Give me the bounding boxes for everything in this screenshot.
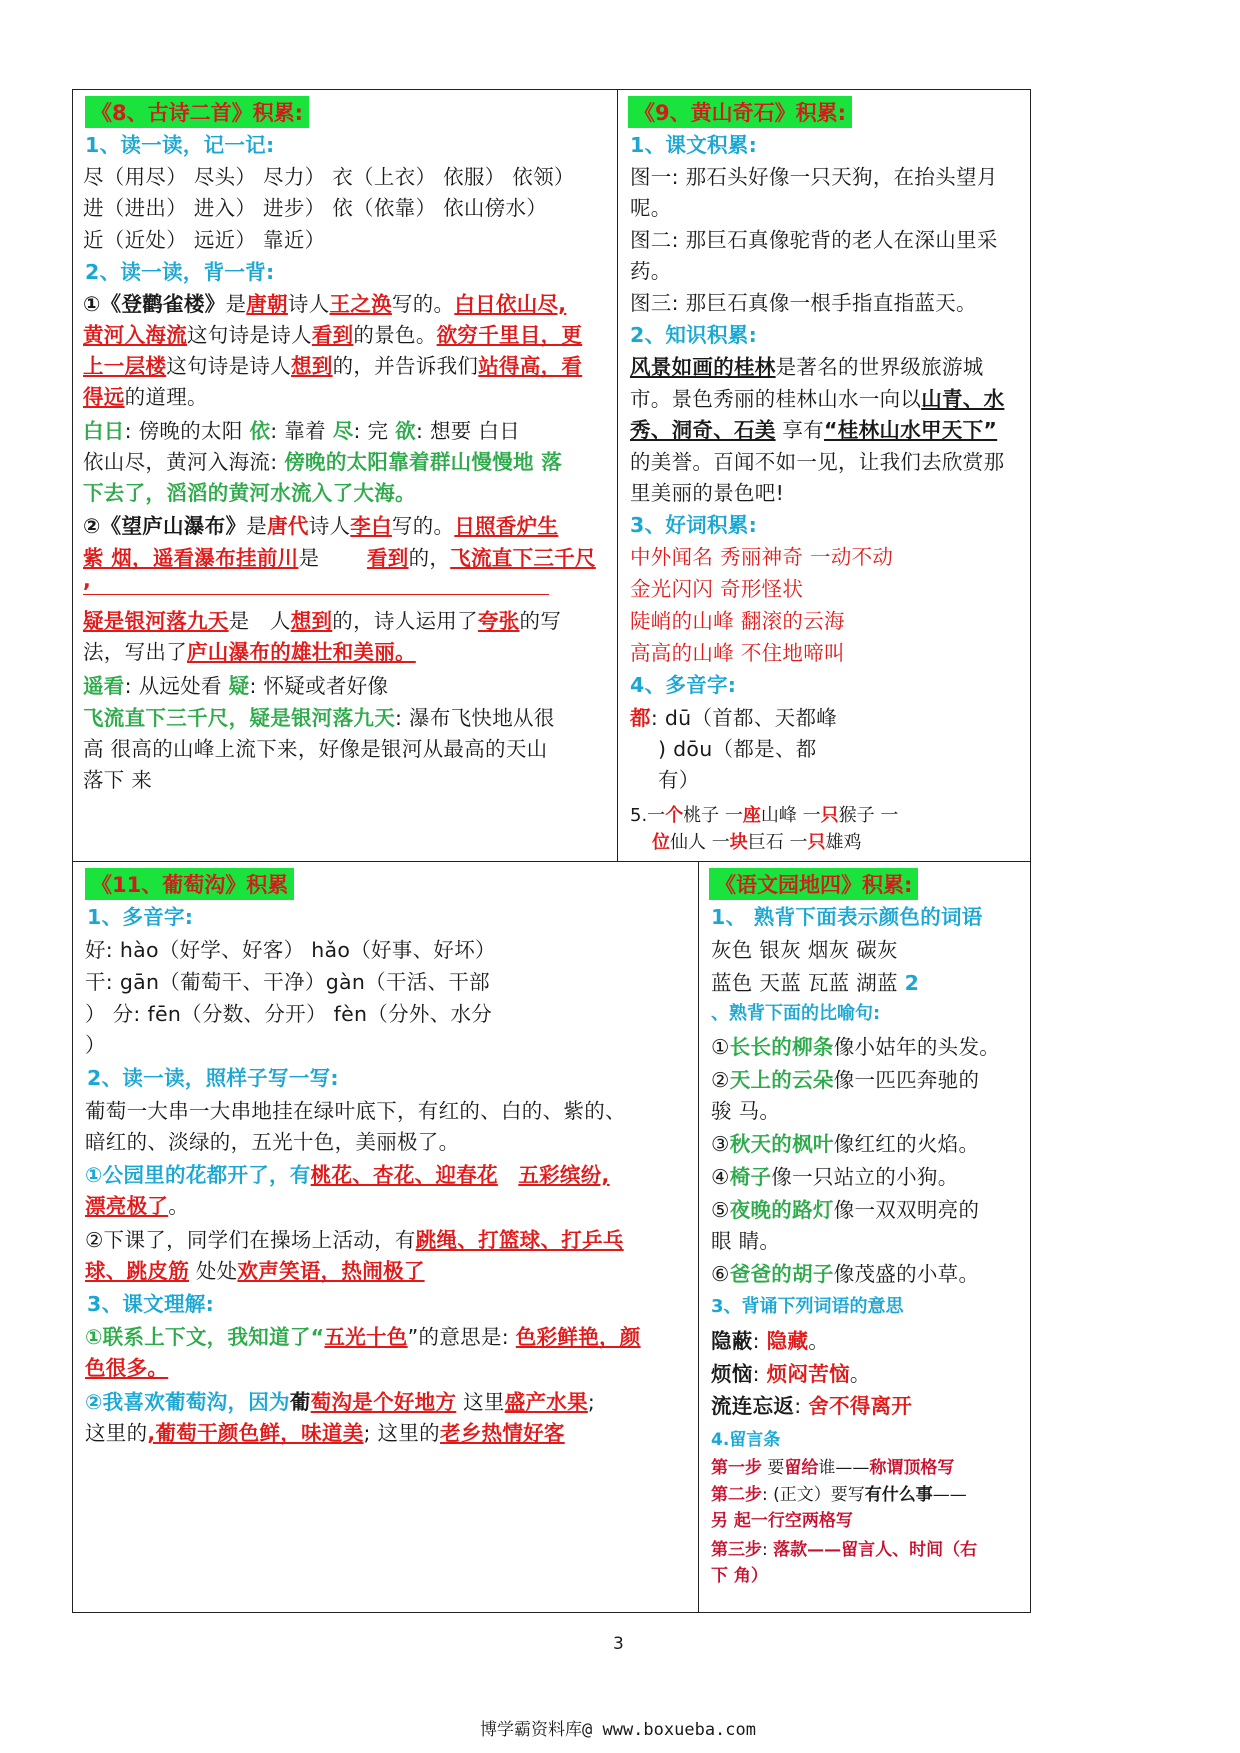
text-line: 尽（用尽） 尽头） 尽力） 衣（上衣） 依服） 依领） — [83, 165, 575, 189]
panel-title: 《9、黄山奇石》积累: — [628, 96, 852, 128]
simile-line: ⑥爸爸的胡子像茂盛的小草。 — [711, 1262, 980, 1286]
simile-line: 骏 马。 — [711, 1099, 781, 1123]
text-line: ②《望庐山瀑布》是唐代诗人李白写的。日照香炉生 — [83, 514, 559, 538]
text-line: ①联系上下文，我知道了“五光十色”的意思是: 色彩鲜艳，颜 — [85, 1325, 641, 1349]
text-line: 飞流直下三千尺，疑是银河落九天: 瀑布飞快地从很 — [83, 706, 555, 730]
text-line: 药。 — [630, 259, 672, 283]
text-line: 球、跳皮筋 处处欢声笑语，热闹极了 — [85, 1259, 425, 1283]
simile-line: ③秋天的枫叶像红红的火焰。 — [711, 1132, 980, 1156]
section-heading: 4.留言条 — [711, 1430, 781, 1450]
measure-words-line: 5.一个桃子 一座山峰 一只猴子 一 — [630, 805, 899, 826]
text-line: 图二: 那巨石真像驼背的老人在深山里采 — [630, 228, 998, 252]
simile-line: ①长长的柳条像小姑年的头发。 — [711, 1035, 1001, 1059]
text-line: 得远的道理。 — [83, 385, 208, 409]
simile-line: 眼 睛。 — [711, 1229, 781, 1253]
text-line: 另 起一行空两格写 — [711, 1511, 853, 1531]
simile-line: ④椅子像一只站立的小狗。 — [711, 1165, 959, 1189]
section-heading: 2、读一读，照样子写一写: — [87, 1066, 339, 1090]
word-list: 陡峭的山峰 翻滚的云海 — [630, 609, 845, 633]
text-line: 呢。 — [630, 196, 672, 220]
text-line: ②我喜欢葡萄沟，因为葡萄沟是个好地方 这里盛产水果; — [85, 1390, 596, 1414]
section-heading: 2、读一读，背一背: — [85, 260, 275, 284]
text-line: 这里的,葡萄干颜色鲜，味道美; 这里的老乡热情好客 — [85, 1421, 565, 1445]
text-line: 好: hào（好学、好客） hǎo（好事、好坏） — [85, 938, 496, 962]
section-heading: 4、多音字: — [630, 673, 737, 697]
section-heading: 3、课文理解: — [87, 1292, 215, 1316]
text-line: 法，写出了庐山瀑布的雄壮和美丽。 — [83, 640, 416, 664]
text-line: , — [83, 568, 92, 592]
text-line: 葡萄一大串一大串地挂在绿叶底下，有红的、白的、紫的、 — [85, 1099, 626, 1123]
section-heading: 1、读一读，记一记: — [85, 133, 275, 157]
page-number: 3 — [613, 1634, 624, 1654]
text-line: 上一层楼这句诗是诗人想到的，并告诉我们站得高，看 — [83, 354, 583, 378]
panel-title: 《语文园地四》积累: — [709, 868, 918, 900]
text-line: 紫 烟，遥看瀑布挂前川是 看到的，飞流直下三千尺 — [83, 546, 596, 570]
simile-line: ②天上的云朵像一匹匹奔驰的 — [711, 1068, 980, 1092]
text-line: 干: gān（葡萄干、干净）gàn（干活、干部 — [85, 970, 490, 994]
text-line: 第二步: (正文）要写有什么事—— — [711, 1485, 967, 1505]
text-line: 依山尽，黄河入海流: 傍晚的太阳靠着群山慢慢地 落 — [83, 450, 563, 474]
text-line: 落下 来 — [83, 768, 153, 792]
panel-language-garden — [698, 861, 1031, 1613]
text-line: 图三: 那巨石真像一根手指直指蓝天。 — [630, 291, 977, 315]
panel-huangshan-rocks — [617, 89, 1031, 862]
section-heading: 3、背诵下列词语的意思 — [711, 1296, 904, 1317]
text-line: 遥看: 从远处看 疑: 怀疑或者好像 — [83, 674, 389, 698]
text-line: ②下课了，同学们在操场上活动，有跳绳、打篮球、打乒乓 — [85, 1228, 624, 1252]
text-line: 疑是银河落九天是 人想到的，诗人运用了夸张的写 — [83, 609, 562, 633]
text-line: 灰色 银灰 烟灰 碳灰 — [711, 938, 898, 962]
text-line: 烦恼: 烦闷苦恼。 — [711, 1362, 871, 1386]
section-heading: 1、课文积累: — [630, 133, 758, 157]
section-heading: 3、好词积累: — [630, 513, 758, 537]
word-list: 中外闻名 秀丽神奇 一动不动 — [630, 545, 894, 569]
text-line: ） — [85, 1033, 106, 1057]
measure-words-line: 位仙人 一块巨石 一只雄鸡 — [652, 832, 862, 853]
word-list: 金光闪闪 奇形怪状 — [630, 577, 804, 601]
text-line: 高 很高的山峰上流下来，好像是银河从最高的天山 — [83, 737, 548, 761]
underline-rule — [83, 594, 549, 595]
panel-ancient-poems — [72, 89, 618, 862]
text-line: 第三步: 落款——留言人、时间（右 — [711, 1540, 978, 1560]
section-heading: 2、知识积累: — [630, 323, 758, 347]
text-line: 黄河入海流这句诗是诗人看到的景色。欲穷千里目，更 — [83, 323, 583, 347]
text-line: 市。景色秀丽的桂林山水一向以山青、水 — [630, 387, 1005, 411]
text-line: 第一步 要留给谁——称谓顶格写 — [711, 1458, 955, 1478]
text-line: 色很多。 — [85, 1356, 169, 1380]
text-line: ） 分: fēn（分数、分开） fèn（分外、水分 — [85, 1002, 493, 1026]
text-line: ①《登鹳雀楼》是唐朝诗人王之涣写的。白日依山尽, — [83, 292, 567, 316]
text-line: 图一: 那石头好像一只天狗，在抬头望月 — [630, 165, 998, 189]
text-line: 白日: 傍晚的太阳 依: 靠着 尽: 完 欲: 想要 白日 — [83, 419, 521, 443]
panel-grape-valley — [72, 861, 699, 1613]
text-line: 流连忘返: 舍不得离开 — [711, 1394, 913, 1418]
text-line: 下 角） — [711, 1566, 768, 1586]
text-line: 暗红的、淡绿的，五光十色，美丽极了。 — [85, 1130, 460, 1154]
text-line: 有） — [658, 768, 700, 792]
text-line: 隐蔽: 隐藏。 — [711, 1329, 830, 1353]
text-line: 近（近处） 远近） 靠近） — [83, 228, 326, 252]
section-heading: 、熟背下面的比喻句: — [711, 1003, 881, 1024]
footer-watermark: 博学霸资料库@ www.boxueba.com — [480, 1720, 756, 1740]
section-heading: 1、 熟背下面表示颜色的词语 — [711, 905, 983, 929]
text-line: 的美誉。百闻不如一见，让我们去欣赏那 — [630, 450, 1005, 474]
text-line: 进（进出） 进入） 进步） 依（依靠） 依山傍水） — [83, 196, 548, 220]
panel-title: 《8、古诗二首》积累: — [85, 96, 309, 128]
text-line: 秀、洞奇、石美 享有“桂林山水甲天下” — [630, 418, 998, 442]
text-line: 风景如画的桂林是著名的世界级旅游城 — [630, 355, 984, 379]
text-line: 里美丽的景色吧! — [630, 481, 785, 505]
text-line: 蓝色 天蓝 瓦蓝 湖蓝 2 — [711, 971, 920, 995]
panel-title: 《11、葡萄沟》积累 — [85, 868, 294, 900]
text-line: ①公园里的花都开了，有桃花、杏花、迎春花 五彩缤纷, — [85, 1163, 610, 1187]
simile-line: ⑤夜晚的路灯像一双双明亮的 — [711, 1198, 980, 1222]
text-line: 漂亮极了。 — [85, 1194, 190, 1218]
text-line: ) dōu（都是、都 — [658, 737, 817, 761]
text-line: 下去了，滔滔的黄河水流入了大海。 — [83, 481, 416, 505]
text-line: 都: dū（首都、天都峰 — [630, 706, 838, 730]
section-heading: 1、多音字: — [87, 905, 194, 929]
word-list: 高高的山峰 不住地啼叫 — [630, 641, 845, 665]
